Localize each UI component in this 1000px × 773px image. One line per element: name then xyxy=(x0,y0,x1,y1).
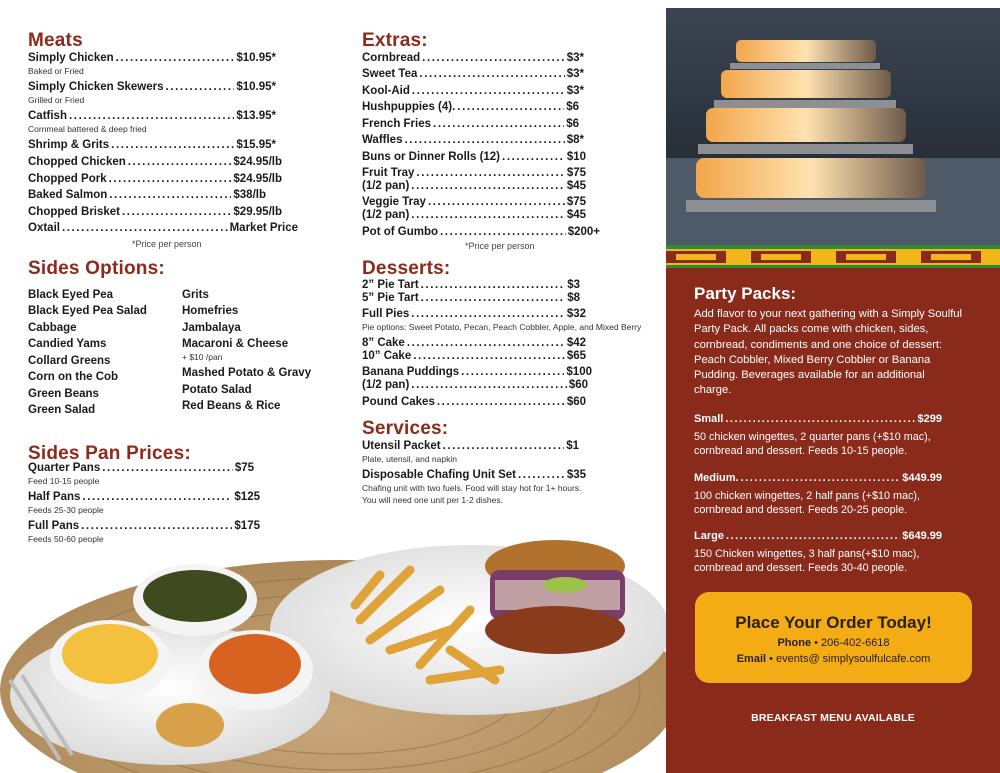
side-item: Cabbage xyxy=(28,322,77,334)
side-item: Green Beans xyxy=(28,388,99,400)
menu-item: Buns or Dinner Rolls (12) ..... $10 xyxy=(362,151,586,163)
meats-heading: Meats xyxy=(28,30,83,51)
kente-pattern-divider xyxy=(666,245,1000,269)
pie-options: Pie options: Sweet Potato, Pecan, Peach Cobbler, Apple, and Mixed Berry xyxy=(362,322,642,332)
menu-item: Quarter Pans ..... $75 xyxy=(28,462,254,474)
menu-item: Oxtail ..... Market Price xyxy=(28,222,298,234)
menu-item: (1/2 pan) ..... $45 xyxy=(362,180,586,192)
item-description: Feeds 50-60 people xyxy=(28,534,104,544)
menu-item: Full Pies ..... $32 xyxy=(362,308,586,320)
menu-item: Waffles ..... $8* xyxy=(362,134,584,146)
menu-item: Half Pans ..... $125 xyxy=(28,491,260,503)
order-title: Place Your Order Today! xyxy=(735,613,932,632)
item-description: Cornmeal battered & deep fried xyxy=(28,124,147,134)
pack-description: cornbread and dessert. Feeds 30-40 people. xyxy=(694,562,908,574)
menu-item: 10” Cake ..... $65 xyxy=(362,350,586,362)
food-photo xyxy=(0,530,666,773)
extras-heading: Extras: xyxy=(362,30,428,51)
party-packs-title: Party Packs: xyxy=(694,284,797,303)
pack-description: 100 chicken wingettes, 2 half pans (+$10 mac), xyxy=(694,490,920,502)
mac-note: + $10 /pan xyxy=(182,352,223,362)
side-item: Black Eyed Pea Salad xyxy=(28,305,147,317)
order-phone[interactable]: Phone • 206-402-6618 xyxy=(777,637,890,649)
menu-item: Hushpuppies (4). ..... $6 xyxy=(362,101,579,113)
side-item: Homefries xyxy=(182,305,239,317)
pack-description: cornbread and dessert. Feeds 20-25 people. xyxy=(694,504,908,516)
order-email[interactable]: Email • events@ simplysoulfulcafe.com xyxy=(736,653,931,665)
item-description: You will need one unit per 1-2 dishes. xyxy=(362,495,503,505)
desserts-heading: Desserts: xyxy=(362,258,451,279)
menu-item: Utensil Packet ..... $1 xyxy=(362,440,579,452)
sides-pan-heading: Sides Pan Prices: xyxy=(28,443,191,464)
menu-item: Veggie Tray ..... $75 xyxy=(362,196,586,208)
side-item: Collard Greens xyxy=(28,355,111,367)
menu-item: (1/2 pan) ..... $45 xyxy=(362,209,586,221)
breakfast-menu-notice: BREAKFAST MENU AVAILABLE xyxy=(751,712,915,724)
price-note: *Price per person xyxy=(465,241,535,251)
menu-item: Baked Salmon ..... $38/lb xyxy=(28,189,266,201)
pack-description: cornbread and dessert. Feeds 10-15 people. xyxy=(694,445,908,457)
menu-item: Shrimp & Grits ..... $15.95* xyxy=(28,139,276,151)
menu-item: 5” Pie Tart ..... $8 xyxy=(362,292,580,304)
menu-item: Chopped Pork ..... $24.95/lb xyxy=(28,173,282,185)
side-item: Green Salad xyxy=(28,404,96,416)
menu-item: French Fries ..... $6 xyxy=(362,118,579,130)
pack-description: 150 Chicken wingettes, 3 half pans(+$10 mac), xyxy=(694,548,920,560)
menu-item: Pot of Gumbo ..... $200+ xyxy=(362,226,600,238)
side-item: Mashed Potato & Gravy xyxy=(182,367,312,379)
side-item: Jambalaya xyxy=(182,322,241,334)
side-item: Grits xyxy=(182,289,209,301)
pack-description: 50 chicken wingettes, 2 quarter pans (+$10 mac), xyxy=(694,431,931,443)
menu-item: Catfish ..... $13.95* xyxy=(28,110,276,122)
menu-item: Pound Cakes ..... $60 xyxy=(362,396,586,408)
side-item: Corn on the Cob xyxy=(28,371,119,383)
side-item: Macaroni & Cheese xyxy=(182,338,289,350)
menu-item: Simply Chicken Skewers ..... $10.95* xyxy=(28,81,276,93)
chafing-dishes-photo xyxy=(666,8,1000,246)
side-item: Black Eyed Pea xyxy=(28,289,114,301)
side-item: Potato Salad xyxy=(182,384,252,396)
menu-item: Banana Puddings ..... $100 xyxy=(362,366,592,378)
menu-item: Cornbread ..... $3* xyxy=(362,52,584,64)
menu-item: 2” Pie Tart ..... $3 xyxy=(362,279,580,291)
menu-item: Chopped Chicken ..... $24.95/lb xyxy=(28,156,282,168)
menu-item: Simply Chicken ..... $10.95* xyxy=(28,52,276,64)
side-item: Red Beans & Rice xyxy=(182,400,281,412)
item-description: Feeds 25-30 people xyxy=(28,505,104,515)
item-description: Plate, utensil, and napkin xyxy=(362,454,457,464)
menu-item: 8” Cake ..... $42 xyxy=(362,337,586,349)
menu-item: Sweet Tea ..... $3* xyxy=(362,68,584,80)
item-description: Baked or Fried xyxy=(28,66,84,76)
side-item: Candied Yams xyxy=(28,338,107,350)
order-box xyxy=(695,592,972,683)
pack-large: Large ..... $649.99 xyxy=(694,530,942,542)
price-note: *Price per person xyxy=(132,239,202,249)
item-description: Feed 10-15 people xyxy=(28,476,100,486)
menu-item: (1/2 pan) ..... $60 xyxy=(362,379,588,391)
menu-item: Full Pans ..... $175 xyxy=(28,520,260,532)
sides-heading: Sides Options: xyxy=(28,258,165,279)
pack-small: Small ..... $299 xyxy=(694,413,942,425)
menu-item: Chopped Brisket ..... $29.95/lb xyxy=(28,206,282,218)
menu-item: Kool-Aid ..... $3* xyxy=(362,85,584,97)
item-description: Chafing unit with two fuels. Food will stay hot for 1+ hours. xyxy=(362,483,582,493)
item-description: Grilled or Fried xyxy=(28,95,85,105)
services-heading: Services: xyxy=(362,418,449,439)
pack-medium: Medium. ..... $449.99 xyxy=(694,472,942,484)
menu-item: Disposable Chafing Unit Set ..... $35 xyxy=(362,469,586,481)
menu-item: Fruit Tray ..... $75 xyxy=(362,167,586,179)
party-packs-description: Add flavor to your next gathering with a Simply Soulful Party Pack. All packs come with chicken, sides, cornbread, condiments and one choice of dessert: Peach Cobbler, Mixed Berry Cobbler or Banana Pudding. Beverages available for an additional charge. xyxy=(694,308,963,397)
